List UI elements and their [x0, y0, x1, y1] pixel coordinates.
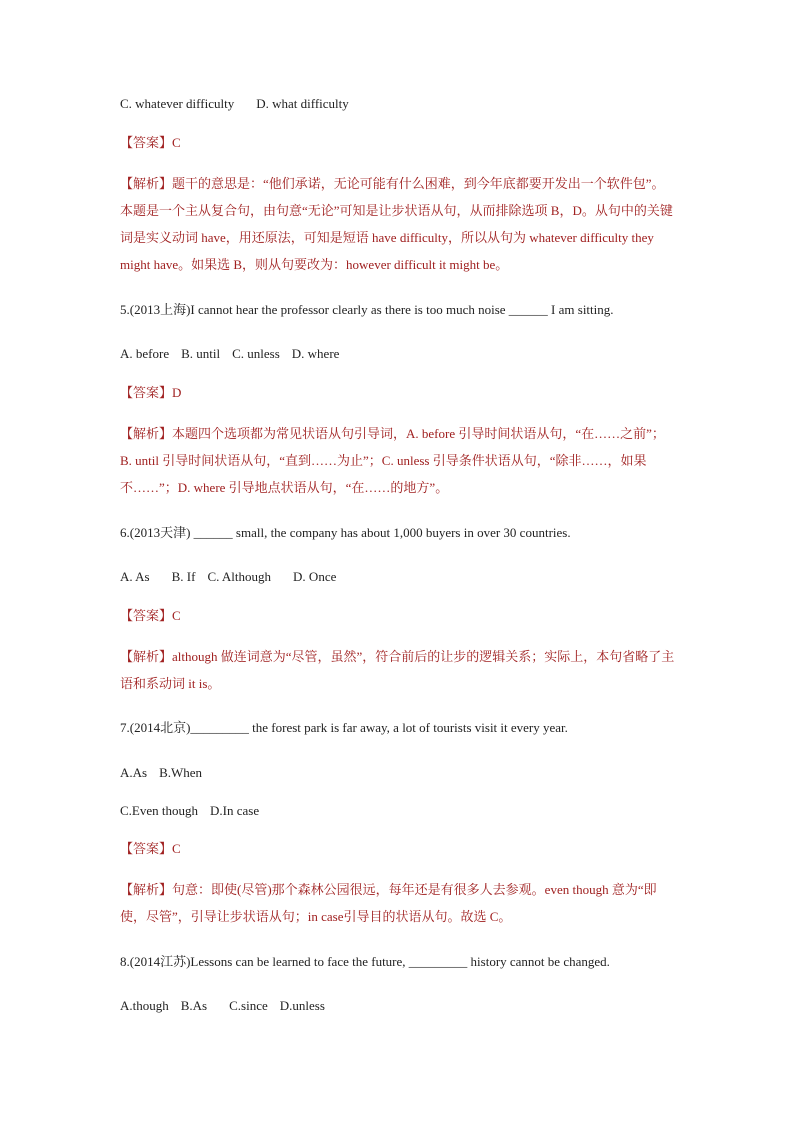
- analysis-text: 句意：即使(尽管)那个森林公园很远，每年还是有很多人去参观。even though 意为“即使，尽管”，引导让步状语从句；in case引导目的状语从句。故选 C。: [120, 882, 657, 924]
- q6-analysis: [120, 643, 676, 697]
- q4-option-c: C. whatever difficulty: [120, 96, 235, 111]
- analysis-tag: 【解析】: [120, 426, 173, 441]
- q8-option-d: D.unless: [279, 998, 325, 1013]
- q6-option-d: D. Once: [293, 569, 337, 584]
- q8-options: [120, 992, 680, 1019]
- answer-tag: 【答案】: [120, 608, 173, 623]
- q4-answer: [120, 129, 680, 156]
- q5-analysis: [120, 420, 676, 501]
- analysis-text: 题干的意思是：“他们承诺，无论可能有什么困难，到今年底都要开发出一个软件包”。本题是一个主从复合句，由句意“无论”可知是让步状语从句，从而排除选项 B，D。从句中的关键词是实义动词 have，用还原法，可知是短语 have difficulty，所以从句为 whatever difficulty they might have。如果选 B，则从句要改为：however difficult it might be。: [120, 176, 673, 272]
- q7-option-b: B.When: [159, 765, 203, 780]
- q7-options-ab: [120, 759, 680, 786]
- q7-option-d: D.In case: [210, 803, 260, 818]
- answer-tag: 【答案】: [120, 841, 173, 856]
- q6-answer: [120, 602, 680, 629]
- q6-options: [120, 563, 680, 590]
- q4-option-d: D. what difficulty: [256, 96, 349, 111]
- q5-option-a: A. before: [120, 346, 170, 361]
- q7-option-c: C.Even though: [120, 803, 198, 818]
- q5-stem: 5.(2013上海)I cannot hear the professor clearly as there is too much noise ______ I am sitting.: [120, 302, 614, 317]
- answer-value: D: [172, 385, 182, 400]
- q8-stem: 8.(2014江苏)Lessons can be learned to face the future, _________ history cannot be changed.: [120, 954, 610, 969]
- q6-option-a: A. As: [120, 569, 150, 584]
- q8-option-c: C.since: [229, 998, 268, 1013]
- analysis-text: 本题四个选项都为常见状语从句引导词，A. before 引导时间状语从句，“在……之前”；B. until 引导时间状语从句，“直到……为止”；C. unless 引导条件状语从句，“除非……，如果不……”；D. where 引导地点状语从句，“在……的地方”。: [120, 426, 665, 495]
- answer-value: C: [172, 608, 181, 623]
- q7-option-a: A.As: [120, 765, 148, 780]
- q8-option-b: B.As: [180, 998, 208, 1013]
- q7-answer: [120, 835, 680, 862]
- analysis-tag: 【解析】: [120, 176, 173, 191]
- answer-tag: 【答案】: [120, 385, 173, 400]
- q7-analysis: [120, 876, 676, 930]
- analysis-tag: 【解析】: [120, 882, 173, 897]
- q5-answer: [120, 379, 680, 406]
- q7-stem: 7.(2014北京)_________ the forest park is far away, a lot of tourists visit it every year.: [120, 720, 568, 735]
- q5-option-c: C. unless: [232, 346, 280, 361]
- q4-options: [120, 90, 680, 117]
- q5-option-b: B. until: [181, 346, 221, 361]
- q7-options-cd: [120, 797, 680, 824]
- q5-option-d: D. where: [291, 346, 340, 361]
- q6-option-c: C. Although: [207, 569, 272, 584]
- answer-value: C: [172, 841, 181, 856]
- q6-option-b: B. If: [171, 569, 196, 584]
- answer-value: C: [172, 135, 181, 150]
- q6-stem: 6.(2013天津) ______ small, the company has about 1,000 buyers in over 30 countries.: [120, 525, 571, 540]
- q4-analysis: [120, 170, 676, 278]
- q5-options: [120, 340, 680, 367]
- analysis-text: although 做连词意为“尽管，虽然”，符合前后的让步的逻辑关系；实际上，本句省略了主语和系动词 it is。: [120, 649, 675, 691]
- analysis-tag: 【解析】: [120, 649, 173, 664]
- q8-option-a: A.though: [120, 998, 169, 1013]
- answer-tag: 【答案】: [120, 135, 173, 150]
